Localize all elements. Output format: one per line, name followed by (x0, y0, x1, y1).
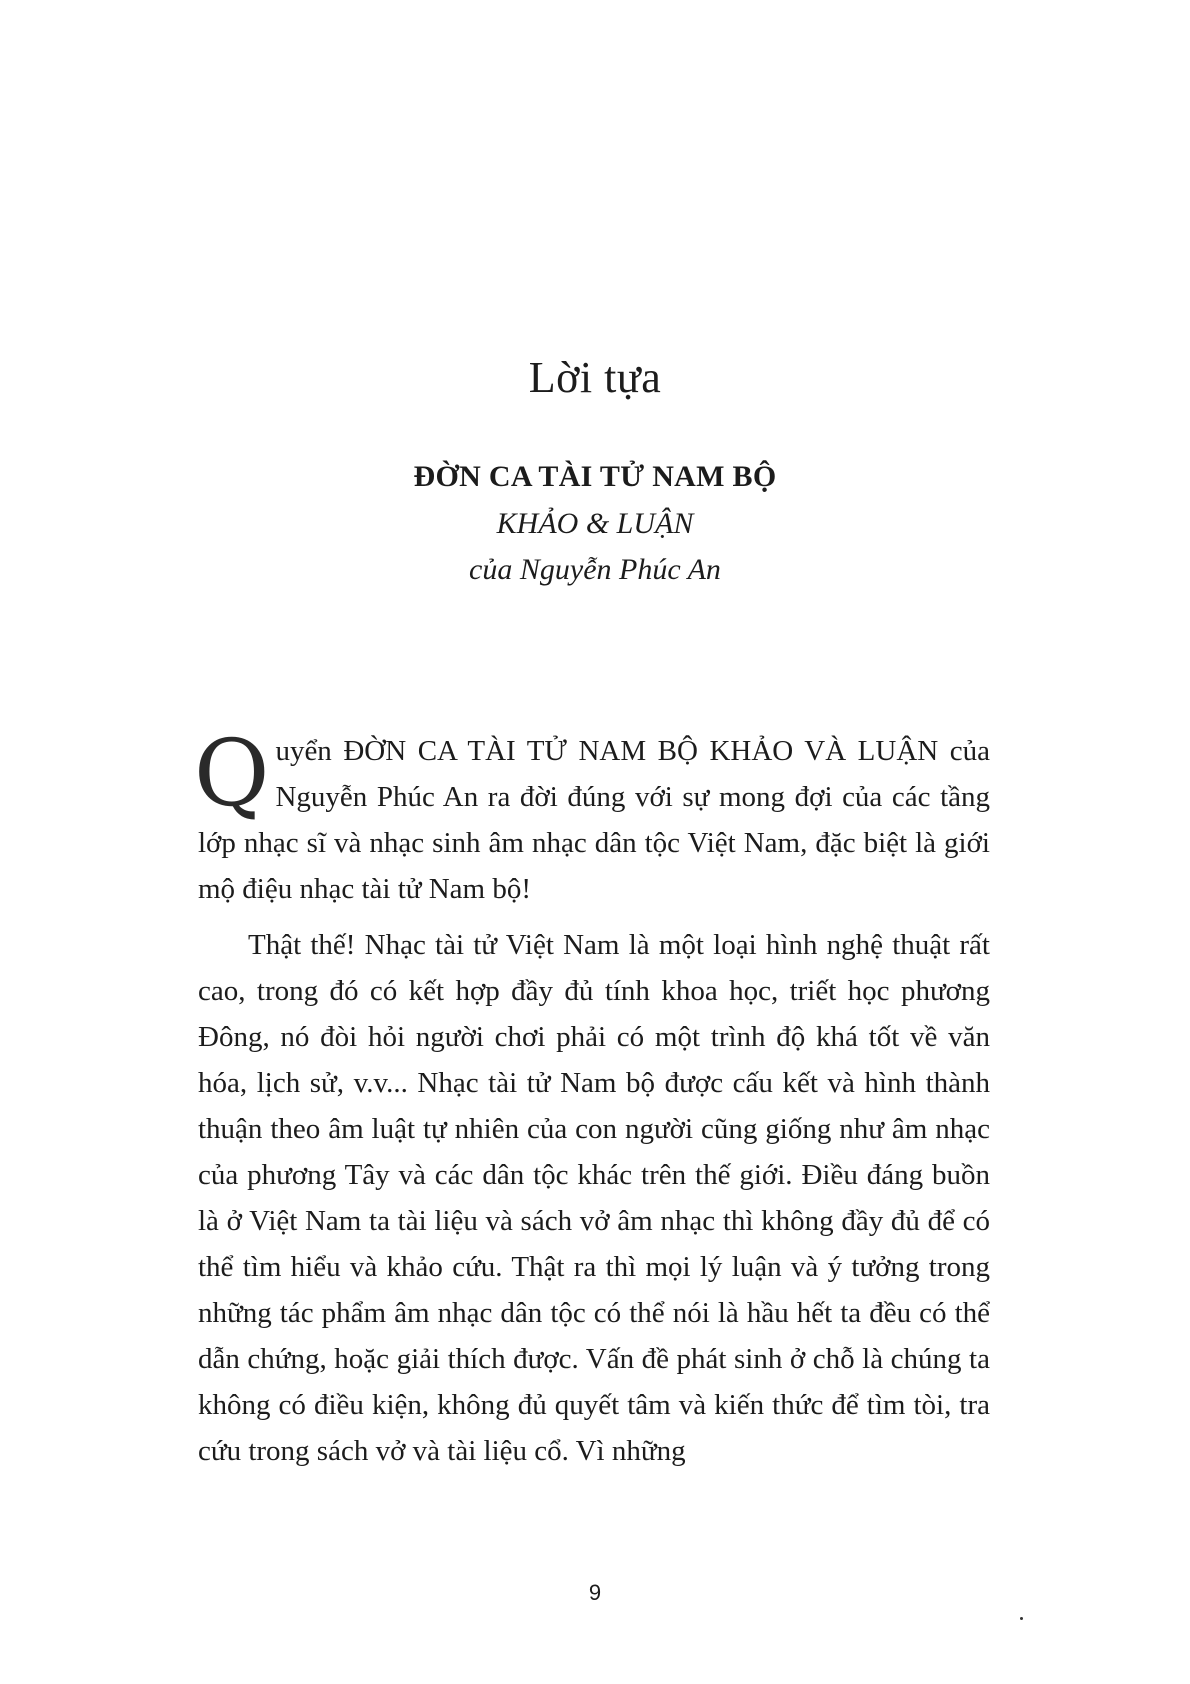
book-title: ĐỜN CA TÀI TỬ NAM BỘ (413, 460, 777, 493)
chapter-title: Lời tựa (528, 353, 662, 402)
drop-cap: Q (194, 720, 270, 827)
book-author: của Nguyễn Phúc An (469, 553, 721, 586)
paragraph-1 (194, 720, 990, 912)
paragraph-1-text: uyển ĐỜN CA TÀI TỬ NAM BỘ KHẢO VÀ LUẬN của Nguyễn Phúc An ra đời đúng với sự mong đợi của các tầng lớp nhạc sĩ và nhạc sinh âm nhạc dân tộc Việt Nam, đặc biệt là giới mộ điệu nhạc tài tử Nam bộ! (198, 735, 990, 905)
paragraph-2: Thật thế! Nhạc tài tử Việt Nam là một loại hình nghệ thuật rất cao, trong đó có kết hợp đầy đủ tính khoa học, triết học phương Đông, nó đòi hỏi người chơi phải có một trình độ khá tốt về văn hóa, lịch sử, v.v... Nhạc tài tử Nam bộ được cấu kết và hình thành thuận theo âm luật tự nhiên của con người cũng giống như âm nhạc của phương Tây và các dân tộc khác trên thế giới. Điều đáng buồn là ở Việt Nam ta tài liệu và sách vở âm nhạc thì không đầy đủ để có thể tìm hiểu và khảo cứu. Thật ra thì mọi lý luận và ý tưởng trong những tác phẩm âm nhạc dân tộc có thể nói là hầu hết ta đều có thể dẫn chứng, hoặc giải thích được. Vấn đề phát sinh ở chỗ là chúng ta không có điều kiện, không đủ quyết tâm và kiến thức để tìm tòi, tra cứu trong sách vở và tài liệu cổ. Vì những (198, 929, 990, 1467)
page-number: 9 (588, 1580, 602, 1605)
book-subtitle: KHẢO & LUẬN (496, 507, 694, 540)
body-text (194, 720, 990, 1484)
scan-speck (1020, 1617, 1023, 1620)
